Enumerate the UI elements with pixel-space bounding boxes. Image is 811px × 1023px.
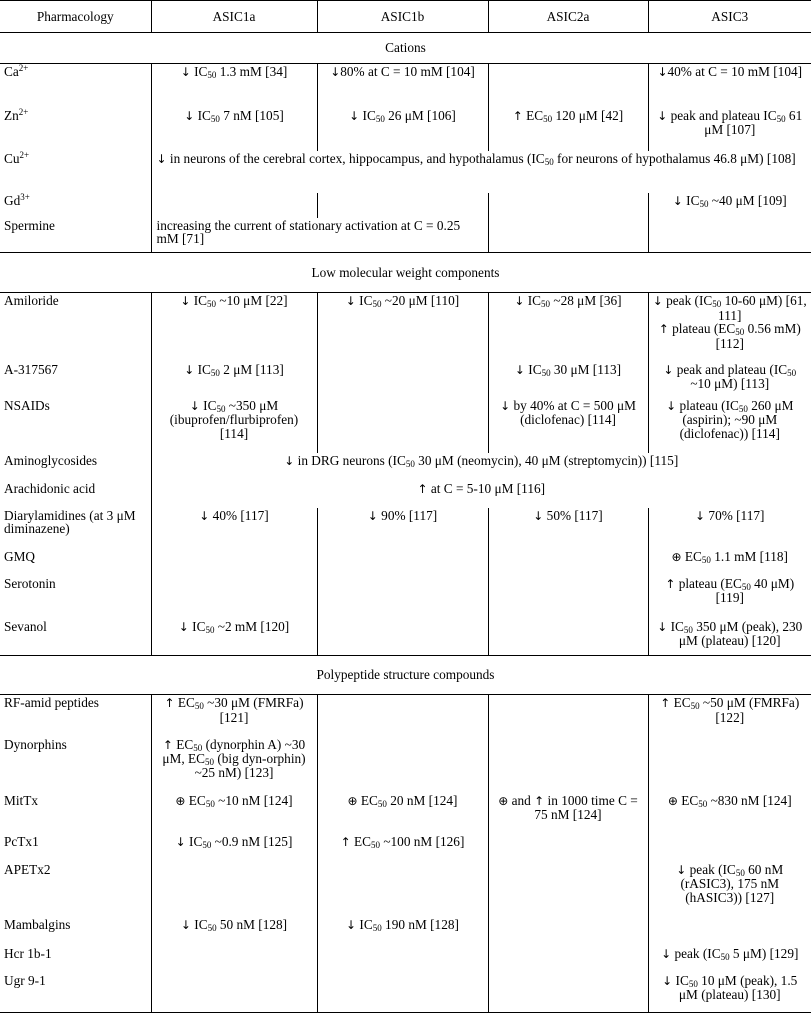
arrow-down-icon: ↓: [676, 862, 687, 877]
effect-cell: increasing the current of stationary activation at C = 0.25 mM [71]: [151, 218, 488, 253]
arrow-down-icon: ↓: [657, 108, 668, 123]
subscript: 50: [210, 367, 220, 378]
subscript: 50: [735, 867, 745, 878]
arrow-down-icon: ↓: [514, 362, 525, 377]
section-title: Cations: [0, 33, 811, 64]
arrow-up-icon: ↑: [162, 737, 173, 752]
compound-name-cell: [0, 619, 151, 656]
effect-cell: [488, 576, 648, 619]
arrow-down-icon: ↓: [184, 108, 195, 123]
arrow-up-icon: ↑: [340, 834, 351, 849]
compound-name-cell: [0, 398, 151, 453]
arrow-down-icon: ↓: [533, 508, 544, 523]
section-title: Low molecular weight components: [0, 253, 811, 293]
compound-name-cell: [0, 193, 151, 218]
subscript: 50: [405, 458, 415, 469]
arrow-up-icon: ↑: [665, 576, 676, 591]
header-cell-asic2a: ASIC2a: [488, 1, 648, 33]
effect-cell: ↓ $IC_{50}$ 10 μM (peak), 1.5 μM (plateau) [130]: [648, 973, 811, 1013]
compound-name: Hcr 1b-1: [4, 945, 52, 961]
arrow-down-icon: ↓: [663, 362, 674, 377]
compound-name: APETx2: [4, 861, 51, 877]
table-body: [0, 33, 811, 1013]
effect-cell: [317, 576, 488, 619]
effect-cell: [648, 218, 811, 253]
compound-name: Diarylamidines (at 3 μM diminazene): [4, 507, 136, 536]
arrow-down-icon: ↓: [672, 193, 683, 208]
arrow-down-icon: ↓: [514, 294, 525, 308]
subscript: 50: [207, 922, 217, 933]
effect-cell: [317, 549, 488, 576]
effect-cell: ↑ $EC_{50}$ 120 μM [42]: [488, 108, 648, 151]
arrow-down-icon: ↓: [184, 362, 195, 377]
table-row: [0, 398, 811, 453]
header-cell-asic1b: ASIC1b: [317, 1, 488, 33]
table-row: [0, 108, 811, 151]
effect-cell: ↓ $IC_{50}$ ~10 μM [22]: [151, 293, 317, 362]
table-row: [0, 218, 811, 253]
subscript: 50: [787, 367, 797, 378]
section-title: Polypeptide structure compounds: [0, 656, 811, 695]
effect-cell: ↓ $IC_{50}$ 190 nM [128]: [317, 917, 488, 946]
compound-name-cell: [0, 695, 151, 737]
subscript: 50: [205, 624, 215, 635]
compound-name: Mambalgins: [4, 916, 71, 932]
compound-name-cell: [0, 218, 151, 253]
compound-name: Cu: [4, 150, 20, 166]
effect-cell: [488, 834, 648, 862]
subscript: 50: [371, 839, 380, 850]
compound-name-cell: [0, 453, 151, 481]
compound-name-cell: [0, 862, 151, 917]
compound-name-cell: [0, 151, 151, 193]
effect-cell: ↓ $IC_{50}$ ~0.9 nM [125]: [151, 834, 317, 862]
effect-cell: ↓ $IC_{50}$ ~20 μM [110]: [317, 293, 488, 362]
subscript: 50: [372, 299, 382, 309]
effect-cell: ↓40% at C = 10 mM [104]: [657, 64, 803, 79]
arrow-down-icon: ↓: [180, 294, 191, 308]
effect-cell: [151, 576, 317, 619]
compound-name: A-317567: [4, 361, 58, 377]
subscript: 50: [690, 701, 700, 711]
effect-cell: [317, 737, 488, 793]
arrow-down-icon: ↓: [346, 917, 357, 932]
arrow-down-icon: ↓: [652, 294, 663, 308]
effect-cell: [488, 64, 648, 108]
circled-plus-icon: ⊕: [498, 793, 509, 808]
subscript: 50: [541, 367, 551, 378]
subscript: 50: [738, 403, 748, 414]
arrow-down-icon: ↓: [189, 398, 200, 413]
table-row: [0, 151, 811, 193]
compound-name: Serotonin: [4, 575, 56, 591]
effect-cell: [648, 917, 811, 946]
table-row: [0, 834, 811, 862]
effect-cell: [488, 737, 648, 793]
effect-cell: [317, 619, 488, 656]
subscript: 50: [541, 299, 551, 309]
subscript: 50: [207, 70, 217, 80]
arrow-down-icon: ↓: [180, 65, 191, 79]
circled-plus-icon: ⊕: [347, 793, 358, 808]
effect-cell: [488, 917, 648, 946]
compound-name-cell: [0, 293, 151, 362]
effect-cell: [151, 946, 317, 973]
effect-cell: [488, 695, 648, 737]
effect-cell: ↓ 50% [117]: [488, 508, 648, 549]
subscript: 50: [205, 757, 214, 767]
subscript: 50: [205, 798, 215, 809]
table-row: [0, 737, 811, 793]
subscript: 50: [193, 742, 203, 753]
effect-cell: ↓ $IC_{50}$ 26 μM [106]: [317, 108, 488, 151]
subscript: 50: [683, 624, 693, 635]
effect-cell: [151, 973, 317, 1013]
table-row: [0, 695, 811, 737]
compound-name-cell: [0, 508, 151, 549]
arrow-down-icon: ↓: [695, 508, 706, 523]
effect-cell: ↓ 70% [117]: [695, 507, 765, 523]
arrow-up-icon: ↑: [660, 696, 671, 710]
arrow-down-icon: ↓: [500, 398, 511, 413]
effect-cell: [317, 193, 488, 218]
effect-cell: ↑ $EC_{50}$ ~100 nM [126]: [317, 834, 488, 862]
effect-cell: ↓80% at C = 10 mM [104]: [317, 64, 488, 108]
effect-cell: [488, 862, 648, 917]
subscript: 50: [377, 798, 387, 809]
compound-name-cell: [0, 549, 151, 576]
compound-name-cell: [0, 576, 151, 619]
effect-cell: [317, 362, 488, 398]
effect-cell: ↓ 90% [117]: [317, 508, 488, 549]
effect-cell: ↓ by 40% at C = 500 μM (diclofenac) [114]: [488, 398, 648, 453]
compound-name: Gd: [4, 192, 21, 208]
effect-cell: ↓ plateau ($IC_{50}$ 260 μM (aspirin); ~90 μM (diclofenac)) [114]: [666, 397, 794, 441]
subscript: 50: [375, 113, 385, 124]
effect-cell: ↓ $IC_{50}$ ~2 mM [120]: [151, 619, 317, 656]
subscript: 50: [544, 156, 554, 167]
arrow-up-icon: ↑: [417, 481, 428, 496]
circled-plus-icon: ⊕: [671, 549, 682, 564]
compound-name: Arachidonic acid: [4, 480, 96, 496]
table-row: [0, 362, 811, 398]
table-row: [0, 508, 811, 549]
subscript: 50: [698, 798, 708, 809]
compound-name-cell: [0, 834, 151, 862]
subscript: 50: [194, 701, 204, 711]
compound-name: Zn: [4, 107, 19, 123]
effect-cell: [488, 619, 648, 656]
subscript: 50: [701, 554, 711, 565]
table-row: [0, 453, 811, 481]
subscript: 50: [210, 113, 220, 124]
compound-name: Amiloride: [4, 293, 59, 308]
subscript: 50: [776, 113, 786, 124]
arrow-up-icon: ↑: [658, 322, 669, 336]
effect-cell: [151, 193, 317, 218]
arrow-down-icon: ↓: [662, 973, 673, 988]
effect-cell: [488, 218, 648, 253]
table-row: [0, 576, 811, 619]
section-row: [0, 33, 811, 64]
compound-name-cell: [0, 737, 151, 793]
charge-superscript: 2+: [19, 149, 30, 160]
effect-cell: ↓ in DRG neurons ($IC_{50}$ 30 μM (neomycin), 40 μM (streptomycin)) [115]: [284, 452, 679, 469]
compound-name-cell: [0, 793, 151, 834]
charge-superscript: 2+: [18, 106, 29, 117]
header-cell-pharmacology: Pharmacology: [0, 1, 151, 33]
effect-cell: ↓ peak ($IC_{50}$ 10-60 μM) [61, 111] ↑ plateau ($EC_{50}$ 0.56 mM) [112]: [652, 293, 807, 351]
effect-cell: ⊕ $EC_{50}$ ~830 nM [124]: [667, 792, 792, 809]
effect-cell: ↓ $IC_{50}$ 1.3 mM [34]: [151, 64, 317, 108]
arrow-down-icon: ↓: [199, 508, 210, 523]
subscript: 50: [741, 581, 751, 592]
header-row: [0, 1, 811, 33]
effect-cell: ↓ $IC_{50}$ 2 μM [113]: [151, 362, 317, 398]
compound-name-cell: [0, 108, 151, 151]
effect-cell: ⊕ $EC_{50}$ 20 nM [124]: [317, 793, 488, 834]
effect-cell: ↓ 40% [117]: [151, 508, 317, 549]
header-cell-asic1a: ASIC1a: [151, 1, 317, 33]
subscript: 50: [720, 951, 730, 962]
effect-cell: ↑ $EC_{50}$ (dynorphin A) ~30 μM, $EC_{50}$ (big dyn-orphin) ~25 nM) [123]: [151, 737, 317, 793]
effect-cell: [317, 695, 488, 737]
table-row: [0, 549, 811, 576]
charge-superscript: 3+: [20, 191, 30, 202]
effect-cell: [317, 946, 488, 973]
effect-cell: ⊕ $EC_{50}$ 1.1 mM [118]: [671, 548, 788, 565]
subscript: 50: [216, 403, 226, 414]
effect-cell: [151, 549, 317, 576]
effect-cell: ↓ peak ($IC_{50}$ 5 μM) [129]: [661, 945, 799, 962]
arrow-up-icon: ↑: [164, 696, 175, 710]
effect-cell: [648, 737, 811, 793]
effect-cell: [151, 862, 317, 917]
effect-cell: [317, 398, 488, 453]
arrow-down-icon: ↓: [661, 946, 672, 961]
arrow-up-icon: ↑: [512, 108, 523, 123]
charge-superscript: 2+: [18, 63, 29, 73]
table-row: [0, 917, 811, 946]
compound-name: Ugr 9-1: [4, 972, 46, 988]
arrow-down-icon: ↓: [156, 151, 167, 166]
effect-cell: ↓ $IC_{50}$ 350 μM (peak), 230 μM (plateau) [120]: [657, 618, 803, 648]
section-row: [0, 253, 811, 293]
arrow-down-icon: ↓: [178, 619, 189, 634]
subscript: 50: [688, 978, 698, 989]
effect-cell: ↑ $EC_{50}$ ~50 μM (FMRFa) [122]: [660, 695, 800, 725]
compound-name: Ca: [4, 64, 19, 79]
compound-name-cell: [0, 917, 151, 946]
circled-plus-icon: ⊕: [667, 793, 678, 808]
effect-cell: ↓ $IC_{50}$ 50 nM [128]: [151, 917, 317, 946]
header-cell-asic3: ASIC3: [648, 1, 811, 33]
compound-name-cell: [0, 481, 151, 508]
table-row: [0, 619, 811, 656]
subscript: 50: [735, 327, 745, 337]
effect-cell: ⊕ and ↑ in 1000 time C = 75 nM [124]: [488, 793, 648, 834]
compound-name: PcTx1: [4, 833, 39, 849]
arrow-down-icon: ↓: [657, 65, 668, 79]
compound-name-cell: [0, 64, 151, 108]
compound-name: Dynorphins: [4, 736, 67, 752]
effect-cell: ↓ $IC_{50}$ ~28 μM [36]: [488, 293, 648, 362]
table-row: [0, 481, 811, 508]
effect-cell: [648, 834, 811, 862]
effect-cell: ↓ peak and plateau ($IC_{50}$ ~10 μM) [113]: [663, 361, 797, 391]
effect-cell: [488, 549, 648, 576]
effect-cell: ↓ $IC_{50}$ ~350 μM (ibuprofen/flurbiprofen) [114]: [151, 398, 317, 453]
subscript: 50: [372, 922, 382, 933]
circled-plus-icon: ⊕: [175, 793, 186, 808]
arrow-down-icon: ↓: [175, 834, 186, 849]
effect-cell: ↓ $IC_{50}$ 7 nM [105]: [151, 108, 317, 151]
compound-name: Spermine: [4, 217, 55, 233]
subscript: 50: [699, 198, 709, 209]
arrow-down-icon: ↓: [367, 508, 378, 523]
compound-name-cell: [0, 973, 151, 1013]
table-row: [0, 862, 811, 917]
subscript: 50: [207, 299, 217, 309]
effect-cell: ↓ $IC_{50}$ ~40 μM [109]: [672, 192, 787, 209]
section-row: [0, 656, 811, 695]
effect-cell: [488, 946, 648, 973]
subscript: 50: [712, 299, 722, 309]
effect-cell: [488, 973, 648, 1013]
compound-name: MitTx: [4, 792, 38, 808]
arrow-up-icon: ↑: [534, 793, 545, 808]
arrow-down-icon: ↓: [349, 108, 360, 123]
compound-name-cell: [0, 362, 151, 398]
effect-cell: ↑ plateau ($EC_{50}$ 40 μM) [119]: [665, 575, 795, 605]
effect-cell: [488, 193, 648, 218]
compound-name-cell: [0, 946, 151, 973]
effect-cell: ↑ $EC_{50}$ ~30 μM (FMRFa) [121]: [151, 695, 317, 737]
effect-cell: ↓ $IC_{50}$ 30 μM [113]: [488, 362, 648, 398]
table-row: [0, 193, 811, 218]
effect-cell: [317, 973, 488, 1013]
subscript: 50: [543, 113, 553, 124]
compound-name: GMQ: [4, 548, 36, 564]
table-row: [0, 793, 811, 834]
effect-cell: ↑ at C = 5-10 μM [116]: [417, 480, 546, 496]
table-row: [0, 946, 811, 973]
arrow-down-icon: ↓: [180, 917, 191, 932]
effect-cell: ⊕ $EC_{50}$ ~10 nM [124]: [151, 793, 317, 834]
effect-cell: ↓ in neurons of the cerebral cortex, hippocampus, and hypothalamus ($IC_{50}$ for neurons of hypothalamus 46.8 μM) [108]: [156, 150, 796, 167]
compound-name: Aminoglycosides: [4, 452, 98, 468]
compound-name: RF-amid peptides: [4, 695, 99, 710]
compound-name: NSAIDs: [4, 397, 50, 413]
subscript: 50: [202, 839, 212, 850]
arrow-down-icon: ↓: [330, 65, 341, 79]
table-row: [0, 293, 811, 362]
compound-name: Sevanol: [4, 618, 47, 634]
effect-cell: ↓ peak and plateau $IC_{50}$ 61 μM [107]: [657, 107, 803, 137]
arrow-down-icon: ↓: [345, 294, 356, 308]
table-row: [0, 64, 811, 108]
arrow-down-icon: ↓: [657, 619, 668, 634]
table-row: [0, 973, 811, 1013]
effect-cell: ↓ peak ($IC_{50}$ 60 nM (rASIC3), 175 nM (hASIC3)) [127]: [676, 861, 784, 905]
effect-cell: [317, 862, 488, 917]
arrow-down-icon: ↓: [284, 453, 295, 468]
arrow-down-icon: ↓: [666, 398, 677, 413]
